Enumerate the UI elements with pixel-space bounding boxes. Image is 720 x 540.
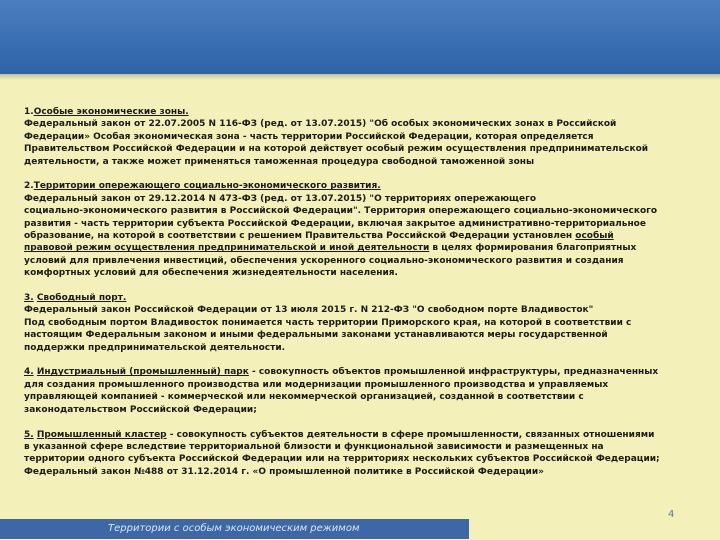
header-band	[0, 0, 720, 74]
section-4-heading-after: - совокупность объектов промышленной инфраструктуры, предназначенных	[248, 367, 659, 378]
section-1-heading-line	[24, 106, 700, 118]
section-2-line-5-text: в целях формирования благоприятных	[429, 243, 637, 254]
section-4-line-3: законодательством Российской Федерации;	[24, 404, 257, 415]
section-4-line-2: управляющей компанией - коммерческой или некоммерческой организацией, созданной в соответствии с	[24, 392, 584, 403]
section-4-line-1: для создания промышленного производства или модернизации промышленного производства и управляемых	[24, 379, 609, 390]
section-5-number: 5.	[24, 429, 34, 440]
section-2	[24, 180, 700, 279]
footer-bar	[0, 519, 469, 540]
section-1-line-2: Федерации» Особая экономическая зона - часть территории Российской Федерации, которая определяется	[24, 131, 594, 142]
section-2-heading-line	[24, 180, 700, 192]
section-2-line-7: комфортных условий для обеспечения жизнедеятельности населения.	[24, 268, 398, 279]
section-2-line-2: социально-экономического развития в Российской Федерации". Территория опережающего социально-экономического	[24, 206, 658, 217]
slide-body	[24, 106, 700, 478]
section-2-number: 2.	[24, 181, 34, 192]
section-5-heading: Промышленный кластер	[36, 429, 167, 440]
section-3-line-4: поддержки предпринимательской деятельности.	[24, 342, 286, 353]
section-3-heading-line	[24, 292, 700, 304]
section-5	[24, 429, 700, 479]
section-5-line-2: территории одного субъекта Российской Федерации или на территориях нескольких субъектов Российской Федерации;	[24, 454, 660, 465]
section-1-heading: Особые экономические зоны.	[33, 107, 189, 117]
section-2-line-6: условий для привлечения инвестиций, обеспечения ускоренного социально-экономического развития и создания	[24, 255, 624, 266]
section-2-line-3: развития - часть территории субъекта Российской Федерации, включая закрытое административно-территориальное	[24, 218, 646, 229]
special-legal-regime-link-cont[interactable]: правовой режим осуществления предпринимательской и иной деятельности	[24, 243, 430, 254]
section-3-line-2: Под свободным портом Владивосток понимается часть территории Приморского края, на которой в соответствии с	[24, 317, 632, 328]
page-number: 4	[668, 509, 675, 520]
section-4-heading: Индустриальный (промышленный) парк	[36, 367, 249, 378]
section-5-heading-line	[24, 429, 700, 441]
section-1-line-3: Правительством Российской Федерации и на которой действует особый режим осуществления предпринимательской	[24, 144, 649, 155]
special-legal-regime-link[interactable]: особый	[575, 231, 614, 242]
section-3-line-3: настоящим Федеральным законом и иными федеральными законами устанавливаются меры государственной	[24, 330, 608, 341]
footer-title: Территории с особым экономическим режимом	[108, 523, 360, 534]
section-4-heading-line	[24, 366, 700, 378]
section-4-number: 4.	[24, 367, 34, 378]
section-2-line-1: Федеральный закон от 29.12.2014 N 473-ФЗ (ред. от 13.07.2015) "О территориях опережающего	[24, 193, 536, 204]
section-5-line-1: в указанной сфере вследствие территориальной близости и функциональной зависимости и размещенных на	[24, 441, 604, 452]
section-2-line-4-text: образование, на которой в соответствии с решением Правительства Российской Федерации установлен	[24, 231, 576, 242]
section-2-heading: Территории опережающего социально-экономического развития.	[33, 181, 381, 192]
section-5-heading-after: - совокупность субъектов деятельности в сфере промышленности, связанных отношениями	[166, 429, 655, 440]
section-4	[24, 366, 700, 416]
section-3-line-1: Федеральный закон Российской Федерации от 13 июля 2015 г. N 212-ФЗ "О свободном порте Владивосток"	[24, 305, 594, 316]
section-1	[24, 106, 700, 168]
section-3-number: 3.	[24, 293, 34, 304]
section-3	[24, 292, 700, 354]
section-1-number: 1.	[24, 107, 34, 117]
section-1-line-1: Федеральный закон от 22.07.2005 N 116-ФЗ (ред. от 13.07.2015) "Об особых экономических зонах в Российской	[24, 119, 617, 130]
header-shadow	[0, 74, 720, 80]
section-2-line-5	[24, 242, 700, 254]
section-2-line-4	[24, 230, 700, 242]
section-3-heading: Свободный порт.	[36, 293, 127, 304]
section-1-line-4: деятельности, а также может применяться таможенная процедура свободной таможенной зоны	[24, 156, 535, 167]
section-5-line-3: Федеральный закон №488 от 31.12.2014 г. «О промышленной политике в Российской Федерации»	[24, 466, 544, 477]
